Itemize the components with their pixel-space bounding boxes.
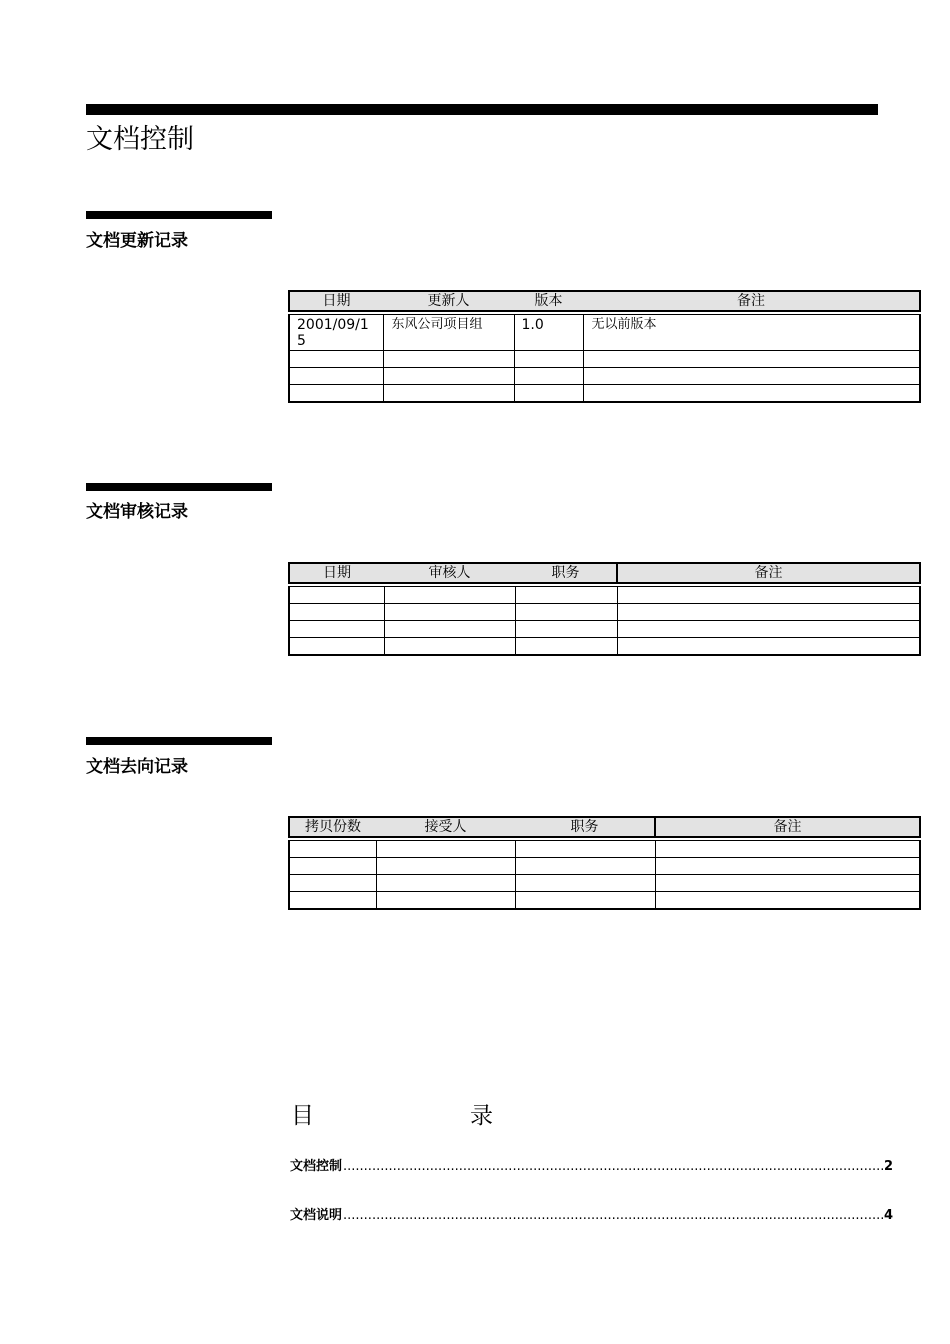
- distribution-record-table: [288, 816, 921, 910]
- table-row: [289, 638, 920, 656]
- toc-title-left: 目: [291, 1103, 314, 1129]
- toc-leader-dots: [343, 1158, 883, 1176]
- table-row: [289, 604, 920, 621]
- table-row: [289, 875, 920, 892]
- column-header-position: 职务: [515, 563, 617, 583]
- toc-title-right: 录: [470, 1103, 493, 1129]
- cell-remarks: 无以前版本: [583, 315, 920, 351]
- section-title-update: 文档更新记录: [86, 231, 188, 251]
- update-record-table: [288, 290, 921, 403]
- column-header-position: 职务: [515, 817, 655, 837]
- page-title: 文档控制: [86, 124, 194, 155]
- toc-entry[interactable]: [290, 1158, 893, 1176]
- column-header-remarks: 备注: [617, 563, 920, 583]
- toc-entry-label[interactable]: 文档说明: [290, 1208, 343, 1223]
- table-row: [289, 858, 920, 875]
- table-header-row: [289, 817, 920, 837]
- column-header-recipient: 接受人: [376, 817, 515, 837]
- table-row: [289, 841, 920, 858]
- table-header-row: [289, 563, 920, 583]
- column-header-date: 日期: [289, 563, 384, 583]
- column-header-copies: 拷贝份数: [289, 817, 376, 837]
- table-header-row: [289, 291, 920, 311]
- review-record-table: [288, 562, 921, 656]
- column-header-date: 日期: [289, 291, 383, 311]
- section-rule-distribution: [86, 737, 272, 745]
- table-row: [289, 351, 920, 368]
- table-row: [289, 621, 920, 638]
- table-row: [289, 892, 920, 910]
- column-header-version: 版本: [514, 291, 583, 311]
- table-row: [289, 385, 920, 403]
- section-rule-update: [86, 211, 272, 219]
- table-row: [289, 368, 920, 385]
- column-header-updater: 更新人: [383, 291, 514, 311]
- toc-entry[interactable]: [290, 1207, 893, 1225]
- cell-updater: 东风公司项目组: [383, 315, 514, 351]
- section-rule-review: [86, 483, 272, 491]
- table-row: [289, 587, 920, 604]
- column-header-remarks: 备注: [583, 291, 920, 311]
- cell-version: 1.0: [514, 315, 583, 351]
- toc-entry-page: 4: [883, 1208, 893, 1223]
- cell-date: 2001/09/15: [289, 315, 383, 351]
- toc-entry-page: 2: [883, 1159, 893, 1174]
- section-title-distribution: 文档去向记录: [86, 757, 188, 777]
- section-title-review: 文档审核记录: [86, 502, 188, 522]
- toc-leader-dots: [343, 1207, 883, 1225]
- column-header-remarks: 备注: [655, 817, 920, 837]
- toc-entry-label[interactable]: 文档控制: [290, 1159, 343, 1174]
- column-header-reviewer: 审核人: [384, 563, 515, 583]
- toc-title: [291, 1100, 493, 1132]
- table-row: [289, 315, 920, 351]
- title-rule: [86, 104, 878, 115]
